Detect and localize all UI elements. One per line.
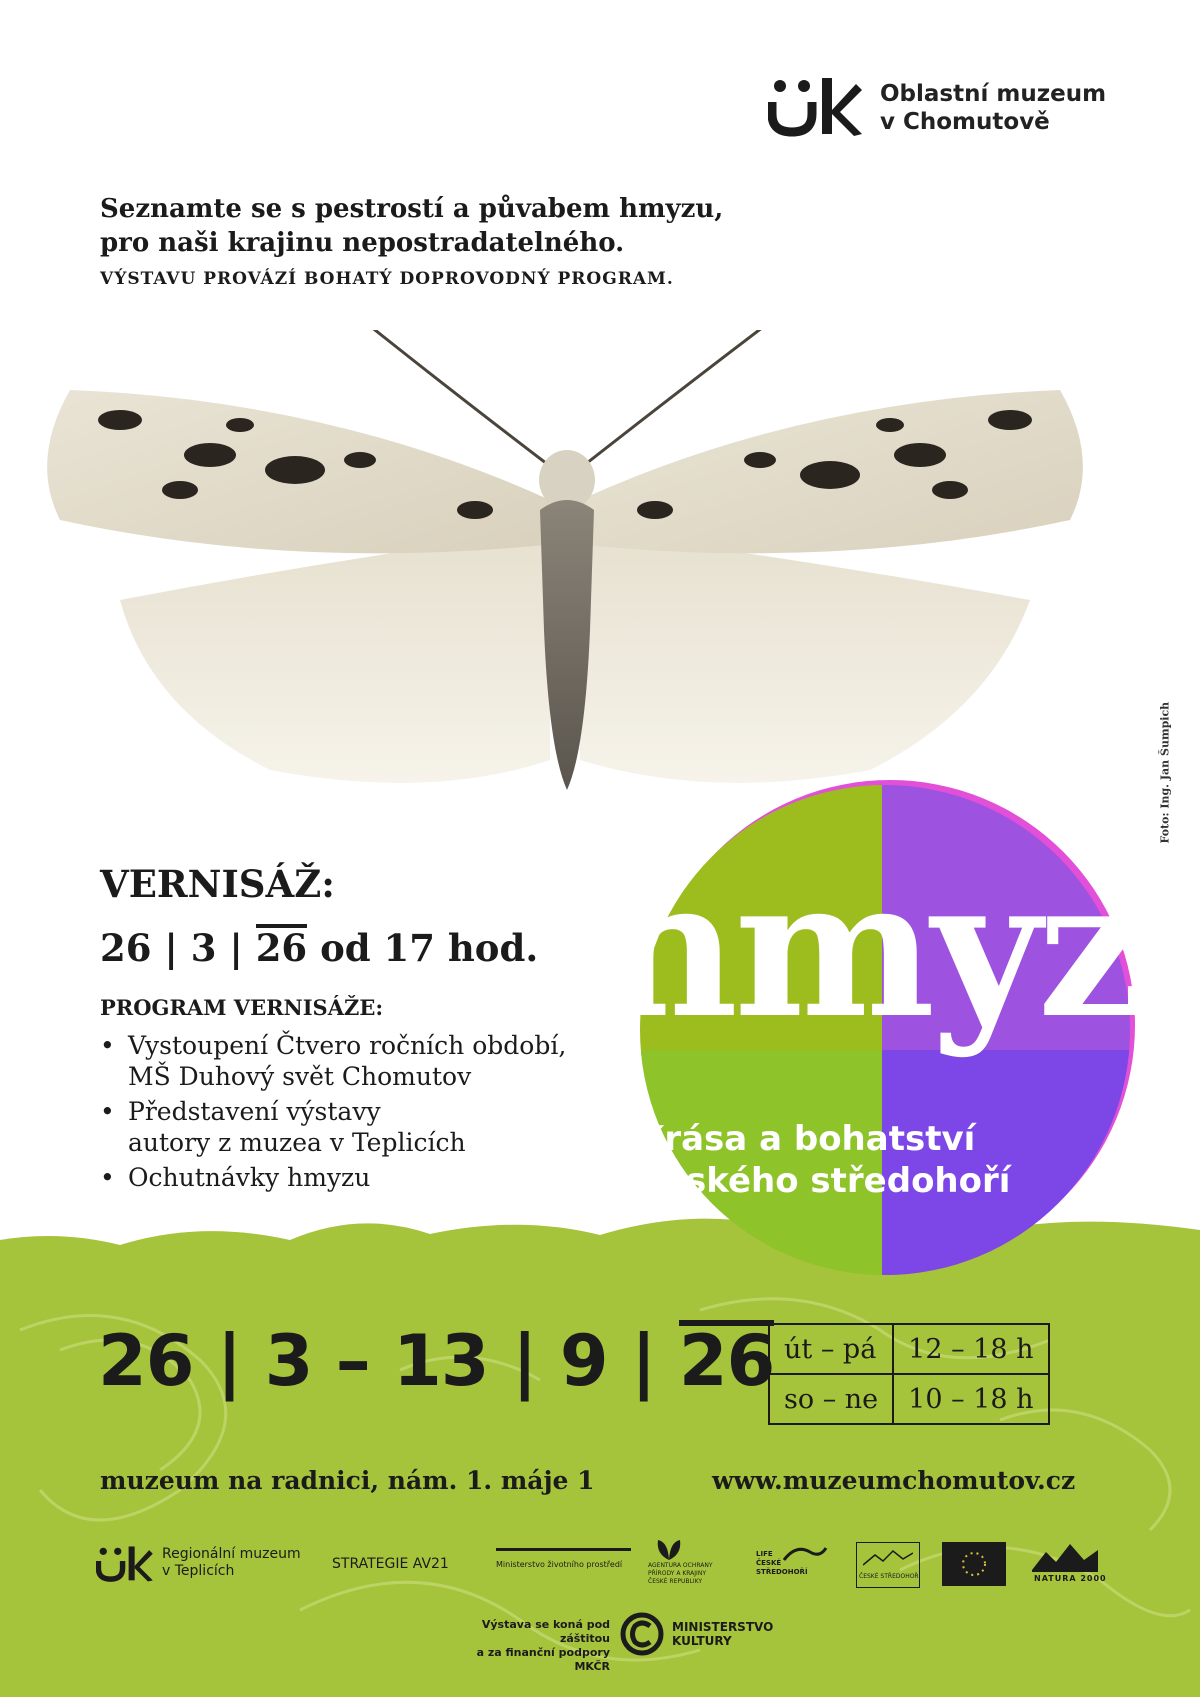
life-line2: ČESKÉ <box>756 1559 782 1567</box>
hours-days: so – ne <box>769 1374 893 1424</box>
vernisaz-date-year: 26 <box>255 926 308 970</box>
program-title: PROGRAM VERNISÁŽE: <box>100 995 384 1020</box>
regional-museum-line1: Regionální muzeum <box>162 1546 301 1562</box>
patronage-line2: a za finanční podpory MKČR <box>476 1646 610 1673</box>
ministry-culture-line1: MINISTERSTVO <box>672 1620 774 1634</box>
patronage-line1: Výstava se koná pod záštitou <box>481 1618 610 1645</box>
mountains-icon <box>863 1549 913 1567</box>
hours-row <box>769 1374 1049 1424</box>
museum-name-line1: Oblastní muzeum <box>880 81 1107 107</box>
program-item-3: • Ochutnávky hmyzu <box>100 1162 660 1193</box>
ministry-culture-logo-icon <box>620 1612 664 1656</box>
regional-museum-line2: v Teplicích <box>162 1563 235 1579</box>
date-range-year: 26 <box>678 1320 775 1402</box>
regional-museum-logo <box>96 1540 306 1590</box>
program-item-1: • Vystoupení Čtvero ročních období, MŠ Duhový svět Chomutov <box>100 1030 660 1092</box>
agency-logo <box>648 1536 748 1596</box>
ministry-culture-line2: KULTURY <box>672 1634 732 1648</box>
intro-line-2: pro naši krajinu nepostradatelného. <box>100 228 625 258</box>
strategie-logo: STRATEGIE AV21 <box>332 1556 449 1572</box>
uk-logo-mark-icon <box>768 74 864 140</box>
hmyz-title-disc <box>600 770 1160 1290</box>
vernisaz-date-suffix: od 17 hod. <box>307 926 539 970</box>
ceske-stredohori-logo <box>856 1542 920 1588</box>
patronage <box>440 1612 820 1673</box>
vernisaz-label: VERNISÁŽ: <box>100 862 335 906</box>
hours-row <box>769 1324 1049 1374</box>
agency-line3: ČESKÉ REPUBLIKY <box>648 1578 703 1585</box>
museum-logo <box>768 74 1128 140</box>
right-hindwing <box>580 530 1030 783</box>
photo-credit-text: Foto: Ing. Jan Šumpich <box>1158 701 1172 844</box>
uk-small-logo-icon <box>96 1544 154 1584</box>
venue-address: muzeum na radnici, nám. 1. máje 1 <box>100 1466 595 1495</box>
eu-life-logo <box>942 1542 1006 1586</box>
agency-line1: AGENTURA OCHRANY <box>648 1562 713 1569</box>
hours-days: út – pá <box>769 1324 893 1374</box>
exhibition-date-range <box>98 1320 774 1401</box>
hours-time: 10 – 18 h <box>893 1374 1048 1424</box>
patronage-text <box>440 1618 610 1674</box>
program-item-2: • Představení výstavy autory z muzea v Teplicích <box>100 1096 660 1158</box>
eu-stars-icon <box>958 1548 990 1580</box>
ceske-stredohori-text: ČESKÉ STŘEDOHOŘÍ <box>859 1573 921 1580</box>
website-link[interactable]: www.muzeumchomutov.cz <box>712 1466 1076 1495</box>
intro-line-1: Seznamte se s pestrostí a půvabem hmyzu, <box>100 194 724 224</box>
natura-text: NATURA 2000 <box>1034 1574 1107 1583</box>
vernisaz-date <box>100 924 538 970</box>
vernisaz-date-prefix: 26 | 3 | <box>100 926 256 970</box>
left-hindwing <box>120 530 550 783</box>
partner-logos <box>96 1540 1116 1600</box>
natura-landscape-icon <box>1032 1540 1098 1572</box>
ministry-environment-text: Ministerstvo životního prostředí <box>496 1560 623 1569</box>
exhibition-subtitle-line1: Krása a bohatství <box>638 1119 976 1159</box>
life-line1: LIFE <box>756 1550 773 1558</box>
agency-line2: PŘÍRODY A KRAJINY <box>648 1570 706 1577</box>
life-logo <box>756 1540 836 1590</box>
hours-time: 12 – 18 h <box>893 1324 1048 1374</box>
life-line3: STŘEDOHOŘÍ <box>756 1568 808 1576</box>
program-list <box>100 1030 660 1197</box>
leaf-icon <box>654 1536 684 1562</box>
exhibition-subtitle-line2: Českého středohoří <box>638 1161 1011 1201</box>
ministry-environment-logo <box>496 1548 636 1588</box>
museum-name <box>880 80 1106 136</box>
intro-text <box>100 192 860 294</box>
ministry-culture-name <box>672 1620 773 1648</box>
intro-line-3: VÝSTAVU PROVÁZÍ BOHATÝ DOPROVODNÝ PROGRAM. <box>100 269 674 289</box>
date-range-prefix: 26 | 3 – 13 | 9 | <box>98 1320 679 1402</box>
natura-2000-logo <box>1028 1540 1107 1590</box>
museum-name-line2: v Chomutově <box>880 109 1050 135</box>
opening-hours-table <box>768 1323 1050 1425</box>
exhibition-title: hmyz <box>600 837 1142 1060</box>
